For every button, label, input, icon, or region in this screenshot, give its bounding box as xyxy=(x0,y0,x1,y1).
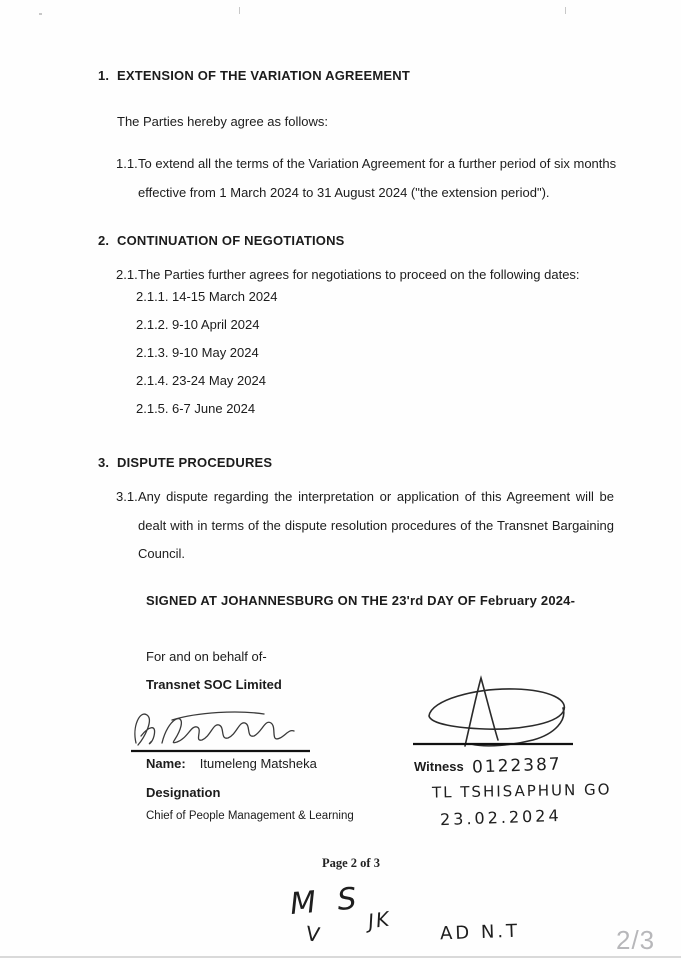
subclause-text: 9-10 April 2024 xyxy=(172,317,260,332)
subclause-number: 2.1.3. xyxy=(136,345,169,360)
subclause-2-1-5 xyxy=(136,401,255,416)
company-name: Transnet SOC Limited xyxy=(146,677,282,692)
clause-text: The Parties further agrees for negotiations to proceed on the following dates: xyxy=(138,267,580,282)
name-label: Name: xyxy=(146,756,186,771)
subclause-number: 2.1.2. xyxy=(136,317,169,332)
section-title: DISPUTE PROCEDURES xyxy=(117,455,273,470)
clause-3-1 xyxy=(116,483,616,569)
section-title: CONTINUATION OF NEGOTIATIONS xyxy=(117,233,345,248)
witness-date-handwritten: 23.02.2024 xyxy=(439,805,562,830)
subclause-number: 2.1.1. xyxy=(136,289,169,304)
scan-artifact xyxy=(239,7,240,14)
handwritten-initials-adnt: AD N.T xyxy=(439,920,521,945)
clause-text: Any dispute regarding the interpretation or application of this Agreement will be dealt with in terms of the dispute resolution procedures of the Transnet Bargaining Council. xyxy=(138,489,614,561)
designation-label: Designation xyxy=(146,785,221,800)
witness-number-handwritten: 0122387 xyxy=(471,754,562,778)
designation-value: Chief of People Management & Learning xyxy=(146,810,354,822)
section-1-intro: The Parties hereby agree as follows: xyxy=(117,114,328,129)
signatory-name: Itumeleng Matsheka xyxy=(199,756,317,771)
subclause-number: 2.1.4. xyxy=(136,373,169,388)
clause-2-1 xyxy=(116,261,626,290)
section-2-heading xyxy=(98,233,618,248)
subclause-2-1-4 xyxy=(136,373,266,388)
witness-row xyxy=(414,756,561,776)
subclause-text: 14-15 March 2024 xyxy=(172,289,278,304)
on-behalf-text: For and on behalf of- xyxy=(146,649,267,664)
page-number-footer: Page 2 of 3 xyxy=(322,856,380,870)
subclause-number: 2.1.5. xyxy=(136,401,169,416)
name-row xyxy=(146,756,317,771)
clause-1-1 xyxy=(116,150,618,207)
clause-number: 3.1. xyxy=(116,489,138,504)
scan-page-counter: 2/3 xyxy=(616,925,656,955)
signatory-signature-image xyxy=(128,698,318,756)
signed-at-line: SIGNED AT JOHANNESBURG ON THE 23'rd DAY OF February 2024- xyxy=(146,593,576,608)
handwritten-initials-v: V xyxy=(304,921,322,947)
clause-text: To extend all the terms of the Variation Agreement for a further period of six months effective from 1 March 2024 to 31 August 2024 ("the extension period"). xyxy=(138,156,617,200)
clause-number: 2.1. xyxy=(116,267,138,282)
subclause-2-1-2 xyxy=(136,317,259,332)
handwritten-initials-jk: JK xyxy=(366,906,393,934)
section-number: 3. xyxy=(98,455,110,470)
subclause-text: 23-24 May 2024 xyxy=(172,373,266,388)
witness-signature-image xyxy=(405,672,590,754)
section-number: 1. xyxy=(98,68,110,83)
handwritten-initials-ms: M S xyxy=(288,880,364,923)
section-3-heading xyxy=(98,455,618,470)
subclause-2-1-1 xyxy=(136,289,278,304)
subclause-text: 6-7 June 2024 xyxy=(172,401,256,416)
clause-number: 1.1. xyxy=(116,156,138,171)
subclause-text: 9-10 May 2024 xyxy=(172,345,259,360)
scan-artifact xyxy=(565,7,566,14)
section-title: EXTENSION OF THE VARIATION AGREEMENT xyxy=(117,68,410,83)
scan-bottom-edge xyxy=(0,956,681,958)
section-1-heading xyxy=(98,68,618,83)
section-number: 2. xyxy=(98,233,110,248)
witness-name-handwritten: TL TSHISAPHUN GO xyxy=(431,780,612,802)
witness-label: Witness xyxy=(414,759,464,774)
scan-artifact xyxy=(39,13,42,15)
subclause-2-1-3 xyxy=(136,345,259,360)
